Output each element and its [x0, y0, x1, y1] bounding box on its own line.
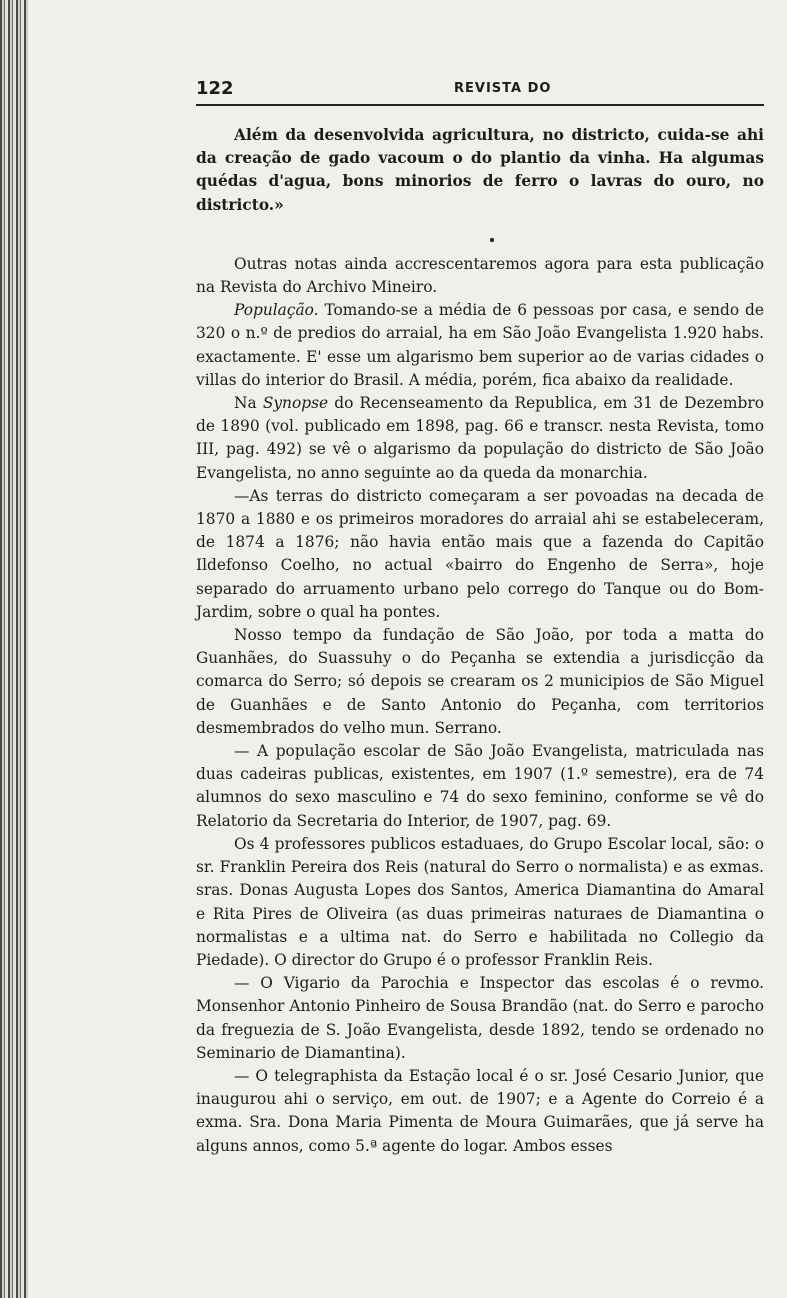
paragraph-population-lead: População.	[234, 301, 319, 320]
paragraph-jurisdiction: Nosso tempo da fundação de São João, por toda a matta do Guanhães, do Suassuhy o do Peçanha se extendia a jurisdicção da comarca do Serro; só depois se crearam os 2 municipios de São Miguel de Guanhães e de Santo Antonio do Peçanha, com territorios desmembrados do velho mun. Serrano.	[196, 626, 764, 737]
paragraph-intro-notes	[196, 253, 764, 299]
page-number: 122	[196, 78, 234, 99]
article-body	[196, 124, 764, 1158]
paragraph-teachers: Os 4 professores publicos estaduaes, do Grupo Escolar local, são: o sr. Franklin Pereira dos Reis (natural do Serro o normalista) e as exmas. sras. Donas Augusta Lopes dos Santos, America Diamantina do Amaral e Rita Pires de Oliveira (as duas primeiras naturaes de Diamantina o normalistas e a ultima nat. do Serro e habilitada no Collegio da Piedade). O director do Grupo é o professor Franklin Reis.	[196, 834, 764, 969]
paragraph-census	[196, 392, 764, 485]
paragraph-telegraph: — O telegraphista da Estação local é o sr. José Cesario Junior, que inaugurou ahi o serviço, em out. de 1907; e a Agente do Correio é a exma. Sra. Dona Maria Pimenta de Moura Guimarães, que já serve ha alguns annos, como 5.ª agente do logar. Ambos esses	[196, 1066, 764, 1155]
book-spine-edge	[0, 0, 28, 1298]
paragraph-census-text: do Recenseamento da Republica, em 31 de Dezembro de 1890 (vol. publicado em 1898, pag. 66 e transcr. nesta Revista, tomo III, pag. 492) se vê o algarismo da população do districto de São João Evangelista, no anno seguinte ao da queda da monarchia.	[196, 394, 764, 482]
paragraph-vicar: — O Vigario da Parochia e Inspector das escolas é o revmo. Monsenhor Antonio Pinheiro de Sousa Brandão (nat. do Serro e parocho da freguezia de S. João Evangelista, desde 1892, tendo se ordenado no Seminario de Diamantina).	[196, 974, 764, 1062]
paragraph-school-population: — A população escolar de São João Evangelista, matriculada nas duas cadeiras publicas, existentes, em 1907 (1.º semestre), era de 74 alumnos do sexo masculino e 74 do sexo feminino, conforme se vê do Relatorio da Secretaria do Interior, de 1907, pag. 69.	[196, 742, 764, 830]
paragraph-census-lead: Synopse	[262, 394, 329, 413]
paragraph-population-text: Tomando-se a média de 6 pessoas por casa, e sendo de 320 o n.º de predios do arraial, ha em São João Evangelista 1.920 habs. exactamente. E' esse um algarismo bem superior ao de varias cidades o villas do interior do Brasil. A média, porém, fica abaixo da realidade.	[196, 301, 764, 389]
document-page	[196, 78, 764, 1158]
paragraph-intro-notes-text: Outras notas ainda accrescentaremos agora para esta publicação na Revista do Archivo Mineiro.	[196, 254, 764, 297]
paragraph-agriculture: Além da desenvolvida agricultura, no districto, cuida-se ahi da creação de gado vacoum o do plantio da vinha. Ha algumas quédas d'agua, bons minorios de ferro o lavras do ouro, no districto.»	[196, 126, 764, 214]
page-header	[196, 78, 764, 106]
paragraph-population	[196, 299, 764, 392]
running-title: REVISTA DO	[454, 81, 552, 96]
paragraph-census-pre: Na	[234, 394, 263, 413]
separator-dot	[490, 238, 494, 242]
paragraph-settlement: —As terras do districto começaram a ser povoadas na decada de 1870 a 1880 e os primeiros moradores do arraial ahi se estabeleceram, de 1874 a 1876; não havia então mais que a fazenda do Capitão Ildefonso Coelho, no actual «bairro do Engenho de Serra», hoje separado do arruamento urbano pelo corrego do Tanque ou do Bom-Jardim, sobre o qual ha pontes.	[196, 486, 764, 621]
